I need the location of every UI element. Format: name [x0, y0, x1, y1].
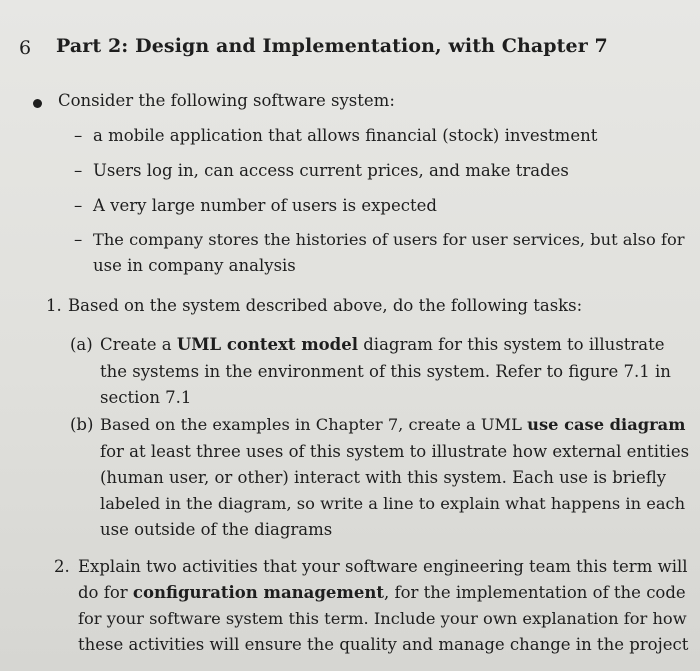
question-2-line: for your software system this term. Include your own explanation for how [78, 609, 687, 628]
subquestion-a-line: Create a UML context model diagram for this system to illustrate [100, 335, 665, 354]
subquestion-a-line: the systems in the environment of this system. Refer to figure 7.1 in [100, 362, 671, 381]
subquestion-a-line: section 7.1 [100, 388, 192, 407]
section-number: 6 [19, 37, 32, 59]
list-item: a mobile application that allows financial (stock) investment [93, 126, 598, 145]
list-item-continuation: use in company analysis [93, 256, 296, 275]
list-item: A very large number of users is expected [93, 196, 437, 215]
subquestion-b-line: Based on the examples in Chapter 7, create a UML use case diagram [100, 415, 686, 434]
list-item: Users log in, can access current prices, and make trades [93, 161, 569, 180]
question-2-line: Explain two activities that your software engineering team this term will [78, 557, 688, 576]
subquestion-b-line: (human user, or other) interact with this system. Each use is briefly [100, 468, 667, 487]
question-text: Based on the system described above, do the following tasks: [68, 296, 583, 315]
emphasis-text: use case diagram [527, 415, 686, 434]
list-item: The company stores the histories of users for user services, but also for [93, 230, 685, 249]
section-title: Part 2: Design and Implementation, with Chapter 7 [56, 35, 608, 57]
dash-icon: – [74, 230, 83, 249]
dash-icon: – [74, 196, 83, 215]
question-2-line: these activities will ensure the quality and manage change in the project [78, 635, 689, 654]
question-number: 1. [46, 296, 62, 315]
subquestion-b-line: labeled in the diagram, so write a line to explain what happens in each [100, 494, 686, 513]
emphasis-text: UML context model [176, 335, 358, 354]
question-number: 2. [54, 557, 70, 576]
emphasis-text: configuration management [132, 583, 384, 602]
subquestion-b-line: for at least three uses of this system to illustrate how external entities [100, 442, 690, 461]
intro-text: Consider the following software system: [58, 91, 395, 110]
subquestion-label: (b) [70, 415, 94, 434]
dash-icon: – [74, 161, 83, 180]
dash-icon: – [74, 126, 83, 145]
subquestion-label: (a) [70, 335, 93, 354]
question-2-line: do for configuration management, for the implementation of the code [78, 583, 686, 602]
bullet-icon [33, 99, 42, 108]
subquestion-b-line: use outside of the diagrams [100, 520, 333, 539]
